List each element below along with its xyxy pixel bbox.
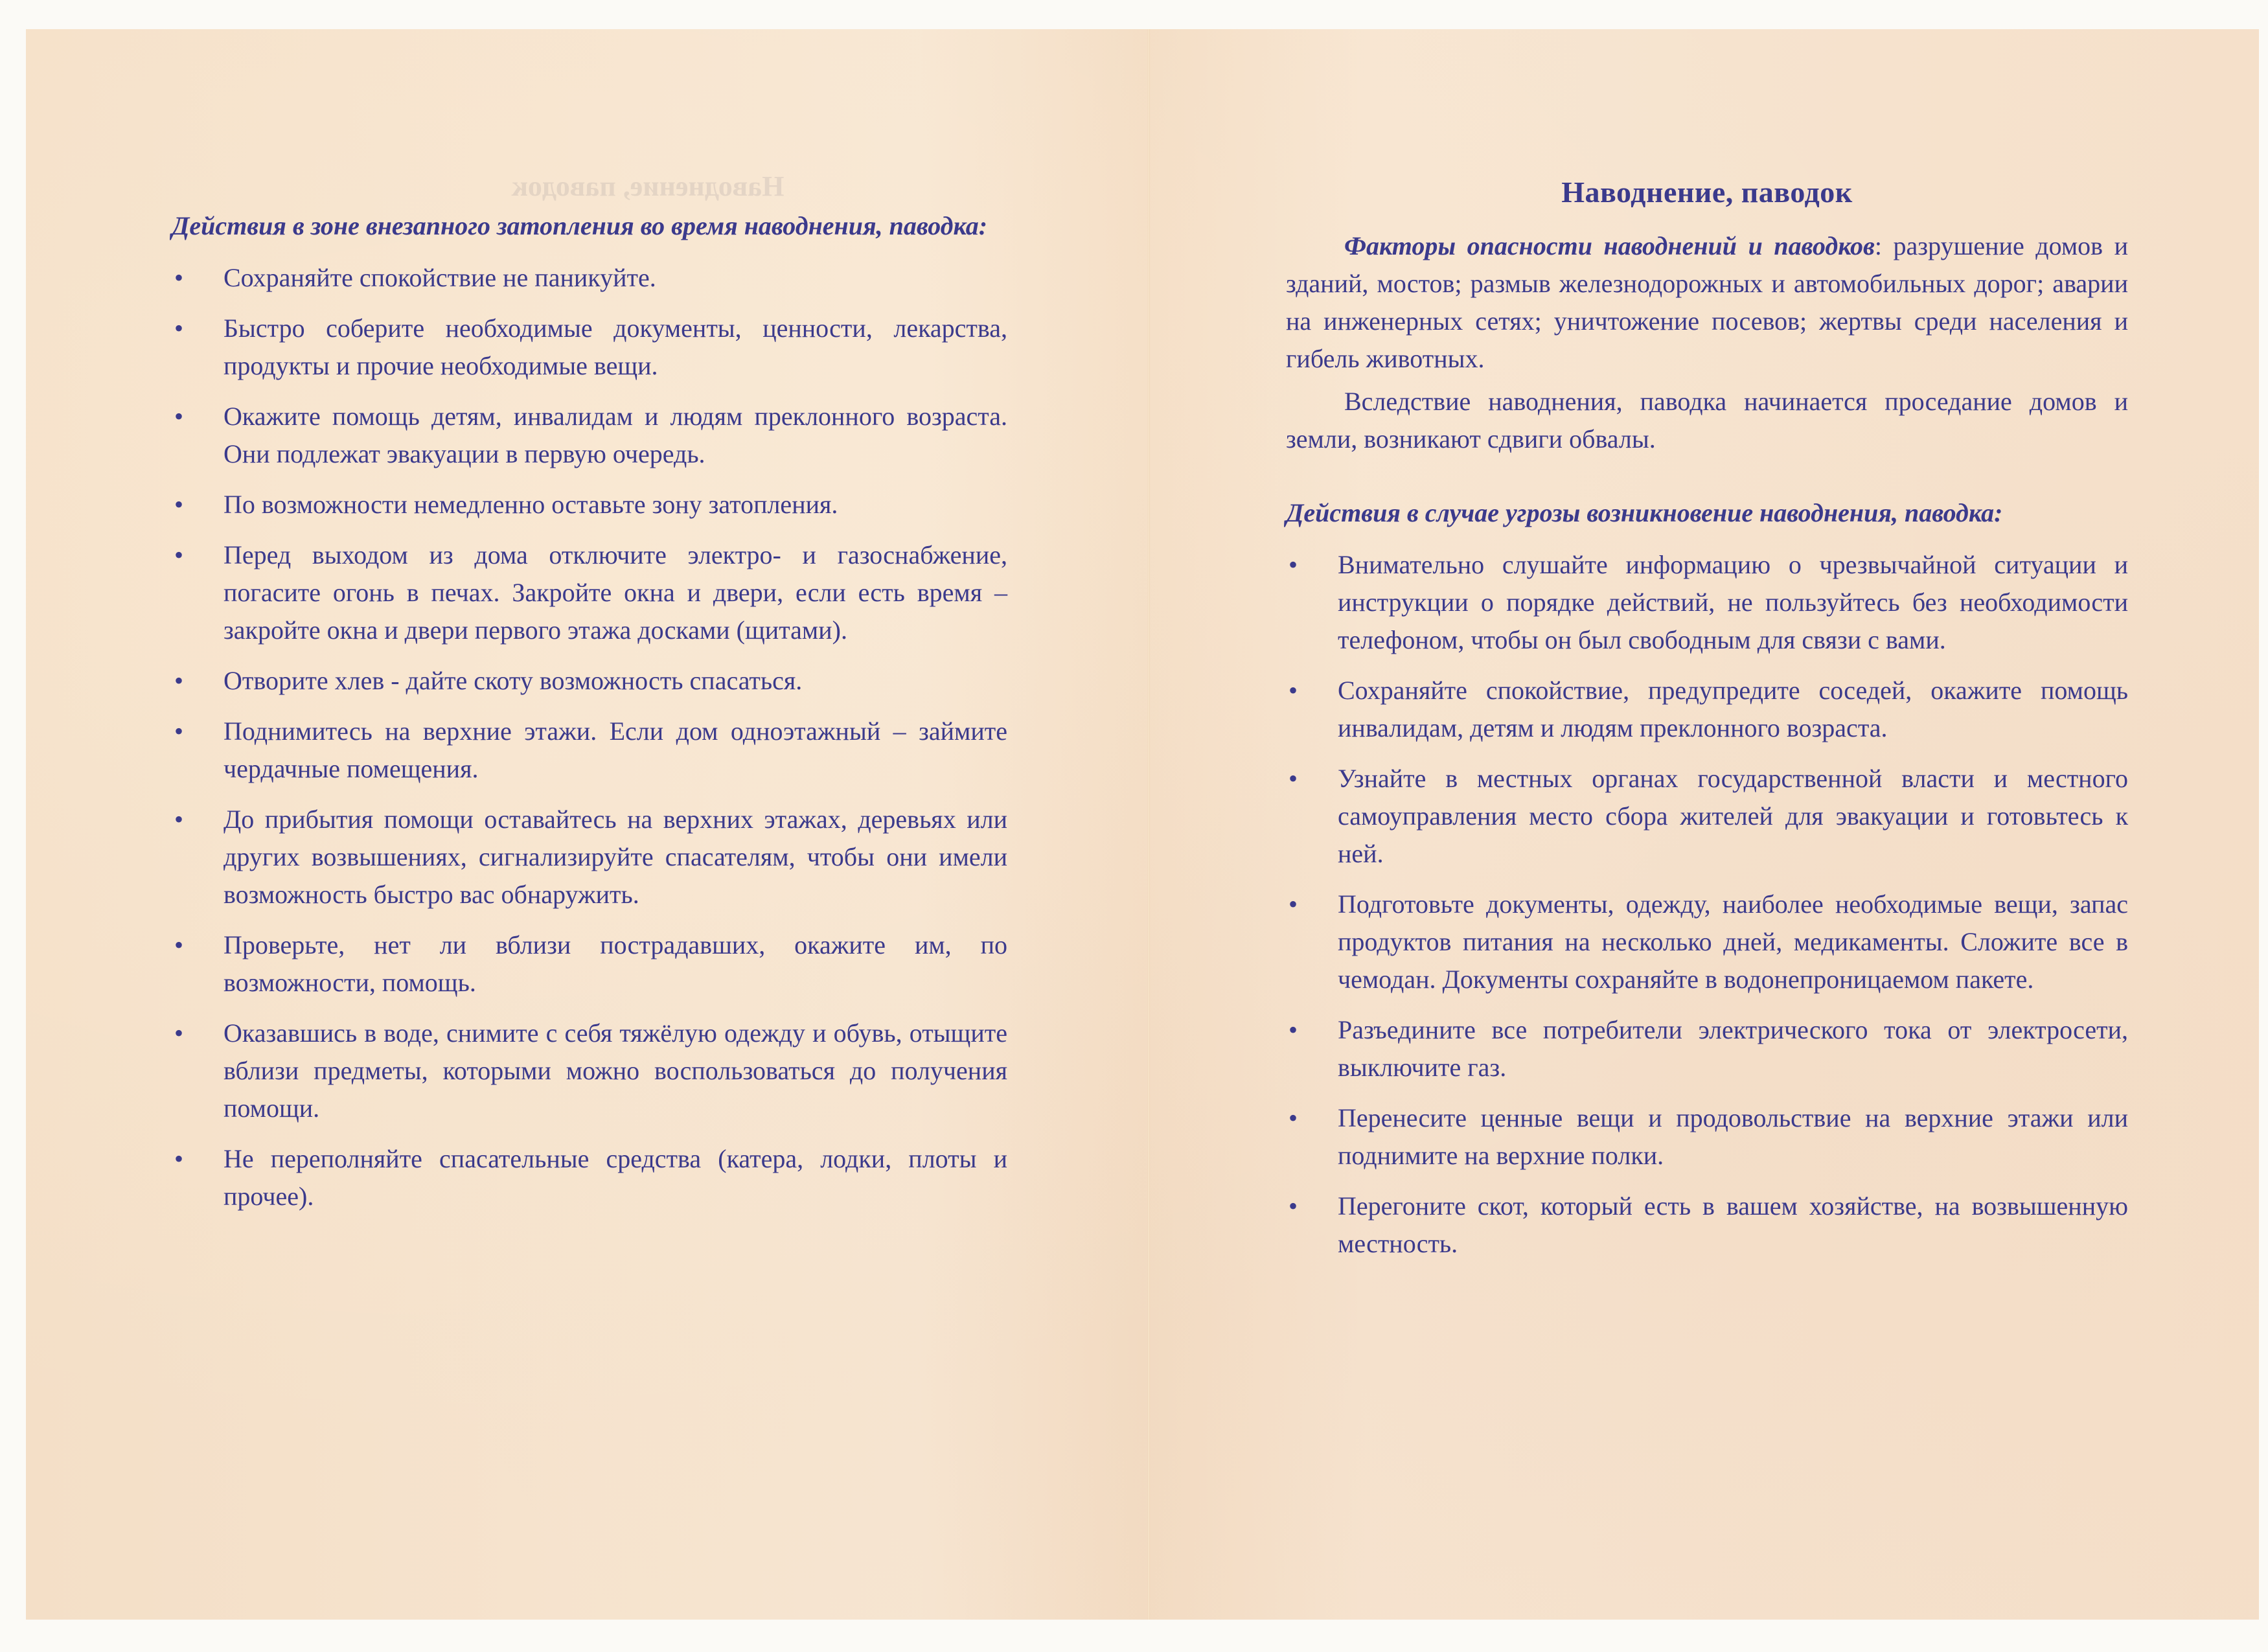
list-item [172,713,1007,788]
list-item-text: До прибытия помощи оставайтесь на верхних этажах, деревьях или других возвышениях, сигнализируйте спасателям, чтобы они имели возможность быстро вас обнаружить. [223,805,1007,909]
list-item [172,1015,1007,1127]
list-item [172,398,1007,473]
bullet-icon: • [1289,1103,1298,1132]
list-item-text: Оказавшись в воде, снимите с себя тяжёлую одежду и обувь, отыщите вблизи предметы, которыми можно воспользоваться до получения помощи. [223,1018,1007,1123]
list-item-text: Внимательно слушайте информацию о чрезвычайной ситуации и инструкции о порядке действий, не пользуйтесь без необходимости телефоном, чтобы он был свободным для связи с вами. [1338,550,2128,654]
factors-text: : разрушение домов и зданий, мостов; размыв железнодорожных и автомобильных дорог; аварии на инженерных сетях; уничтожение посевов; жертвы среди населения и гибель животных. [1286,231,2128,373]
list-item-text: Быстро соберите необходимые документы, ценности, лекарства, продукты и прочие необходимые вещи. [223,314,1007,380]
bullet-icon: • [1289,550,1298,579]
list-item [1286,886,2128,998]
right-page [1286,172,2128,1276]
list-item-text: Разъедините все потребители электрического тока от электросети, выключите газ. [1338,1015,2128,1082]
list-item-text: Сохраняйте спокойствие, предупредите соседей, окажите помощь инвалидам, детям и людям преклонного возраста. [1338,676,2128,742]
list-item-text: Сохраняйте спокойствие не паникуйте. [223,263,656,292]
consequence-paragraph: Вследствие наводнения, паводка начинается проседание домов и земли, возникают сдвиги обвалы. [1286,387,2128,453]
bullet-icon: • [174,490,184,519]
list-item-text: Окажите помощь детям, инвалидам и людям преклонного возраста. Они подлежат эвакуации в первую очередь. [223,402,1007,468]
bullet-icon: • [1289,764,1298,793]
factors-lead: Факторы опасности наводнений и паводков [1344,231,1875,260]
left-page [172,207,1007,1228]
list-item [172,486,1007,523]
page-title: Наводнение, паводок [1561,176,1853,209]
bullet-icon: • [174,930,184,959]
list-item-text: По возможности немедленно оставьте зону затопления. [223,490,838,519]
list-item [172,926,1007,1002]
list-item [172,801,1007,913]
left-bullet-list [172,259,1007,1215]
factors-paragraph [1286,227,2128,378]
bullet-icon: • [174,402,184,431]
list-item-text: Перед выходом из дома отключите электро- и газоснабжение, погасите огонь в печах. Закройте окна и двери, если есть время – закройте окна и двери первого этажа досками (щитами). [223,540,1007,645]
list-item-text: Не переполняйте спасательные средства (катера, лодки, плоты и прочее). [223,1144,1007,1211]
list-item-text: Проверьте, нет ли вблизи пострадавших, окажите им, по возможности, помощь. [223,930,1007,997]
right-subheading: Действия в случае угрозы возникновение наводнения, паводка: [1286,498,2003,527]
list-item [172,1140,1007,1215]
list-item [1286,1011,2128,1086]
list-item [1286,1187,2128,1263]
center-fold [1148,29,1150,1620]
list-item [1286,1099,2128,1175]
list-item-text: Отворите хлев - дайте скоту возможность спасаться. [223,666,803,695]
list-item [172,662,1007,700]
list-item [172,259,1007,297]
list-item-text: Подготовьте документы, одежду, наиболее необходимые вещи, запас продуктов питания на несколько дней, медикаменты. Сложите все в чемодан. Документы сохраняйте в водонепроницаемом пакете. [1338,889,2128,994]
bullet-icon: • [174,1018,184,1048]
bullet-icon: • [1289,889,1298,919]
left-subheading: Действия в зоне внезапного затопления во время наводнения, паводка: [172,211,988,240]
bleed-through-title: Наводнение, паводок [511,170,785,202]
bullet-icon: • [1289,676,1298,705]
bullet-icon: • [174,805,184,834]
list-item-text: Поднимитесь на верхние этажи. Если дом одноэтажный – займите чердачные помещения. [223,717,1007,783]
bullet-icon: • [1289,1191,1298,1221]
list-item [172,536,1007,649]
right-bullet-list [1286,546,2128,1263]
list-item-text: Перегоните скот, который есть в вашем хозяйстве, на возвышенную местность. [1338,1191,2128,1258]
bullet-icon: • [174,263,184,292]
bullet-icon: • [1289,1015,1298,1044]
bullet-icon: • [174,540,184,569]
list-item [1286,672,2128,747]
section-gap [1286,463,2128,494]
bullet-icon: • [174,314,184,343]
bullet-icon: • [174,717,184,746]
list-item [1286,760,2128,873]
bullet-icon: • [174,1144,184,1173]
list-item [172,310,1007,385]
list-item-text: Перенесите ценные вещи и продовольствие на верхние этажи или поднимите на верхние полки. [1338,1103,2128,1170]
list-item-text: Узнайте в местных органах государственной власти и местного самоуправления место сбора жителей для эвакуации и готовьтесь к ней. [1338,764,2128,868]
list-item [1286,546,2128,659]
bullet-icon: • [174,666,184,695]
